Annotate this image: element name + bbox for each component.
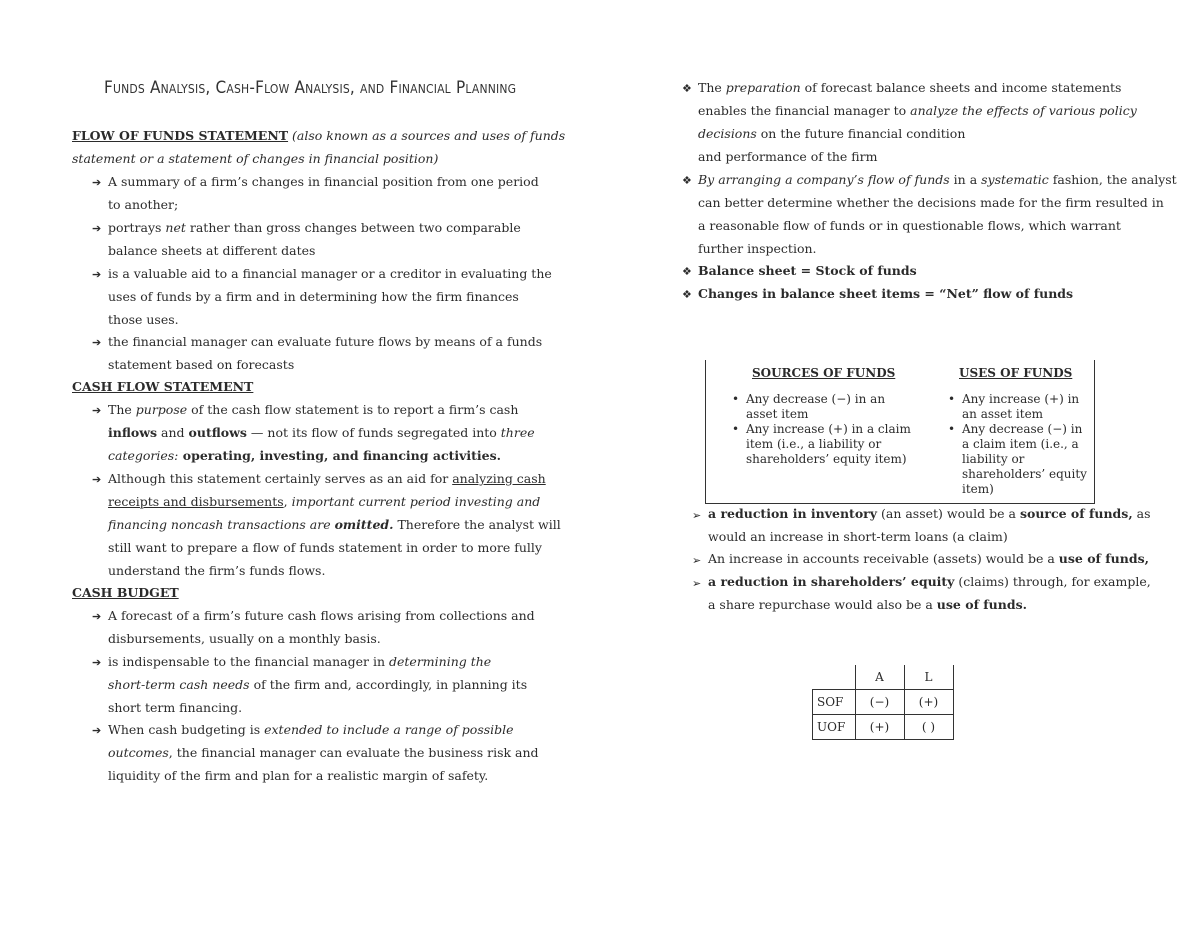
uses-item: • Any increase (+) in an asset item <box>946 392 1092 422</box>
fof-subtitle: (also known as a sources and uses of funds <box>288 128 566 143</box>
right-bullet-2-cont: can better determine whether the decisions made for the firm resulted in <box>698 195 1164 210</box>
arrowhead-bullet-icon: ➢ <box>692 577 702 590</box>
right-bullet-2-cont3: further inspection. <box>698 241 817 256</box>
cfs-bullet-1-cont2: categories: operating, investing, and financing activities. <box>108 448 501 463</box>
right-bullet-2: By arranging a company’s flow of funds in a systematic fashion, the analyst <box>698 172 1177 187</box>
cfs-bullet-2-cont4: understand the firm’s funds flows. <box>108 563 326 578</box>
cb-bullet-2-cont: short-term cash needs of the firm and, accordingly, in planning its <box>108 677 528 692</box>
diamond-bullet-icon: ❖ <box>682 82 692 95</box>
table-cell: (+) <box>855 715 904 740</box>
example-2: An increase in accounts receivable (assets) would be a use of funds, <box>708 551 1149 566</box>
arrow-bullet-icon: ➔ <box>92 222 102 235</box>
fof-bullet-2-cont: balance sheets at different dates <box>108 243 316 258</box>
uses-heading: USES OF FUNDS <box>959 366 1073 380</box>
arrowhead-bullet-icon: ➢ <box>692 554 702 567</box>
table-cell <box>813 665 856 690</box>
column-header-l: L <box>904 665 953 690</box>
arrow-bullet-icon: ➔ <box>92 404 102 417</box>
cfs-bullet-2-cont3: still want to prepare a flow of funds statement in order to more fully <box>108 540 542 555</box>
cb-bullet-3-cont2: liquidity of the firm and plan for a realistic margin of safety. <box>108 768 489 783</box>
example-1: a reduction in inventory (an asset) would be a source of funds, as <box>708 506 1151 521</box>
arrow-bullet-icon: ➔ <box>92 268 102 281</box>
right-bullet-4: Changes in balance sheet items = “Net” flow of funds <box>698 286 1074 301</box>
uses-item: • Any decrease (−) in a claim item (i.e., a liability or shareholders’ equity item) <box>946 422 1092 497</box>
sources-item: • Any decrease (−) in an asset item <box>730 392 918 422</box>
cb-bullet-1-cont: disbursements, usually on a monthly basis. <box>108 631 381 646</box>
right-bullet-3: Balance sheet = Stock of funds <box>698 263 917 278</box>
arrowhead-bullet-icon: ➢ <box>692 509 702 522</box>
arrow-bullet-icon: ➔ <box>92 473 102 486</box>
row-label-uof: UOF <box>813 715 856 740</box>
diamond-bullet-icon: ❖ <box>682 265 692 278</box>
fof-subtitle-2: statement or a statement of changes in financial position) <box>72 151 439 166</box>
cash-budget-heading: CASH BUDGET <box>72 585 179 600</box>
sof-uof-table <box>812 665 954 740</box>
cb-bullet-3: When cash budgeting is extended to include a range of possible <box>108 722 514 737</box>
cb-bullet-2-cont2: short term financing. <box>108 700 243 715</box>
arrow-bullet-icon: ➔ <box>92 610 102 623</box>
fof-bullet-3-cont2: those uses. <box>108 312 179 327</box>
table-cell: ( ) <box>904 715 953 740</box>
cb-bullet-3-cont: outcomes, the financial manager can evaluate the business risk and <box>108 745 539 760</box>
page-title: Funds Analysis, Cash-Flow Analysis, and Financial Planning <box>104 78 517 98</box>
right-bullet-1-cont: enables the financial manager to analyze the effects of various policy <box>698 103 1137 118</box>
cb-bullet-2: is indispensable to the financial manager in determining the <box>108 654 492 669</box>
fof-bullet-1: A summary of a firm’s changes in financial position from one period <box>108 174 539 189</box>
sources-uses-box <box>705 360 1095 504</box>
fof-bullet-1-cont: to another; <box>108 197 179 212</box>
arrow-bullet-icon: ➔ <box>92 336 102 349</box>
arrow-bullet-icon: ➔ <box>92 656 102 669</box>
diamond-bullet-icon: ❖ <box>682 174 692 187</box>
table-row <box>813 665 954 690</box>
fof-bullet-2: portrays net rather than gross changes between two comparable <box>108 220 521 235</box>
column-header-a: A <box>855 665 904 690</box>
row-label-sof: SOF <box>813 690 856 715</box>
table-cell: (+) <box>904 690 953 715</box>
example-1-cont: would an increase in short-term loans (a claim) <box>708 529 1008 544</box>
fof-bullet-3: is a valuable aid to a financial manager or a creditor in evaluating the <box>108 266 552 281</box>
arrow-bullet-icon: ➔ <box>92 176 102 189</box>
cfs-bullet-1: The purpose of the cash flow statement is to report a firm’s cash <box>108 402 519 417</box>
right-bullet-1-cont2: decisions on the future financial condition <box>698 126 966 141</box>
right-bullet-1-cont3: and performance of the firm <box>698 149 878 164</box>
table-cell: (−) <box>855 690 904 715</box>
cfs-bullet-1-cont: inflows and outflows — not its flow of funds segregated into three <box>108 425 535 440</box>
example-3-cont: a share repurchase would also be a use of funds. <box>708 597 1027 612</box>
arrow-bullet-icon: ➔ <box>92 724 102 737</box>
right-bullet-1: The preparation of forecast balance sheets and income statements <box>698 80 1122 95</box>
diamond-bullet-icon: ❖ <box>682 288 692 301</box>
table-row <box>813 715 954 740</box>
right-bullet-2-cont2: a reasonable flow of funds or in questionable flows, which warrant <box>698 218 1121 233</box>
fof-heading: FLOW OF FUNDS STATEMENT <box>72 128 289 143</box>
sources-list <box>730 392 918 467</box>
cfs-bullet-2-cont: receipts and disbursements, important current period investing and <box>108 494 541 509</box>
sources-item: • Any increase (+) in a claim item (i.e., a liability or shareholders’ equity item) <box>730 422 918 467</box>
cfs-heading: CASH FLOW STATEMENT <box>72 379 254 394</box>
cfs-bullet-2-cont2: financing noncash transactions are omitted. Therefore the analyst will <box>108 517 561 532</box>
fof-bullet-3-cont: uses of funds by a firm and in determining how the firm finances <box>108 289 519 304</box>
cfs-bullet-2: Although this statement certainly serves as an aid for analyzing cash <box>108 471 546 486</box>
fof-bullet-4: the financial manager can evaluate future flows by means of a funds <box>108 334 543 349</box>
example-3: a reduction in shareholders’ equity (claims) through, for example, <box>708 574 1151 589</box>
sources-heading: SOURCES OF FUNDS <box>752 366 896 380</box>
fof-heading-line <box>72 126 565 146</box>
table-row <box>813 690 954 715</box>
fof-bullet-4-cont: statement based on forecasts <box>108 357 295 372</box>
uses-list <box>946 392 1092 497</box>
cb-bullet-1: A forecast of a firm’s future cash flows arising from collections and <box>108 608 535 623</box>
